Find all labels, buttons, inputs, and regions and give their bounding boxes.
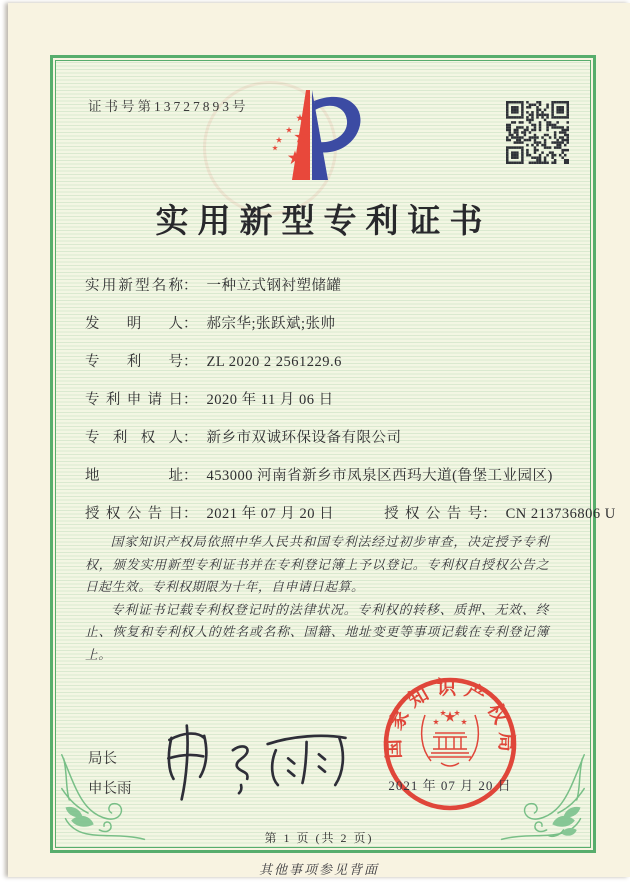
page-number: 第 1 页 (共 2 页) [264, 831, 374, 845]
director-title: 局长 [88, 751, 117, 767]
certificate-number: 证书号第13727893号 [88, 99, 249, 114]
field-label: 实用新型名称 [85, 278, 183, 294]
field-row-name: 实用新型名称： 一种立式钢衬塑储罐 [85, 274, 565, 290]
legal-text [85, 531, 549, 667]
field-row-patentee: 专利权人： 新乡市双诚环保设备有限公司 [85, 426, 565, 442]
seal-text: 国家知识产权局 [383, 677, 517, 759]
director-signature-icon [153, 719, 368, 807]
director-block [88, 744, 132, 804]
qr-code-svg [506, 101, 569, 164]
field-label: 专利号 [85, 354, 183, 370]
field-row-filing-date: 专利申请日： 2020 年 11 月 06 日 [85, 388, 565, 404]
field-value: 453000 河南省新乡市凤泉区西玛大道(鲁堡工业园区) [206, 468, 553, 484]
field-value: 新乡市双诚环保设备有限公司 [206, 430, 402, 446]
cnipa-seal-icon [379, 675, 521, 817]
certificate-title: 实用新型专利证书 [155, 204, 492, 240]
field-label: 地址 [85, 468, 183, 484]
field-label: 发明人 [85, 316, 183, 332]
director-name: 申长雨 [88, 781, 132, 797]
field-row-address: 地址： 453000 河南省新乡市凤泉区西玛大道(鲁堡工业园区) [85, 464, 565, 480]
back-side-note: 其他事项参见背面 [258, 862, 379, 877]
field-value: 2021 年 07 月 20 日 [206, 506, 335, 522]
field-label: 授权公告日 [85, 506, 183, 522]
field-row-grant: 授权公告日： 2021 年 07 月 20 日 授权公告号： CN 213736806 U [85, 502, 565, 518]
field-value: 2020 年 11 月 06 日 [206, 392, 334, 408]
certificate-fields [85, 274, 616, 540]
field-row-inventor: 发明人： 郝宗华;张跃斌;张帅 [85, 312, 565, 328]
field-value: 郝宗华;张跃斌;张帅 [206, 316, 336, 332]
cnipa-logo-icon [248, 85, 380, 189]
certificate-page [8, 3, 630, 877]
seal-date: 2021 年 07 月 20 日 [388, 778, 512, 793]
legal-paragraph-2: 专利证书记载专利权登记时的法律状况。专利权的转移、质押、无效、终止、恢复和专利权人的姓名或名称、国籍、地址变更等事项记载在专利登记簿上。 [85, 602, 549, 662]
legal-paragraph-1: 国家知识产权局依照中华人民共和国专利法经过初步审查，决定授予专利权，颁发实用新型专利证书并在专利登记簿上予以登记。专利权自授权公告之日起生效。专利权期限为十年，自申请日起算。 [85, 535, 549, 595]
field-label: 专利权人 [85, 430, 183, 446]
field-label: 授权公告号 [384, 506, 483, 522]
field-value: CN 213736806 U [505, 506, 616, 522]
field-value: ZL 2020 2 2561229.6 [206, 354, 342, 370]
field-label: 专利申请日 [85, 392, 183, 408]
field-value: 一种立式钢衬塑储罐 [206, 278, 342, 294]
field-row-patent-no: 专利号： ZL 2020 2 2561229.6 [85, 350, 565, 366]
